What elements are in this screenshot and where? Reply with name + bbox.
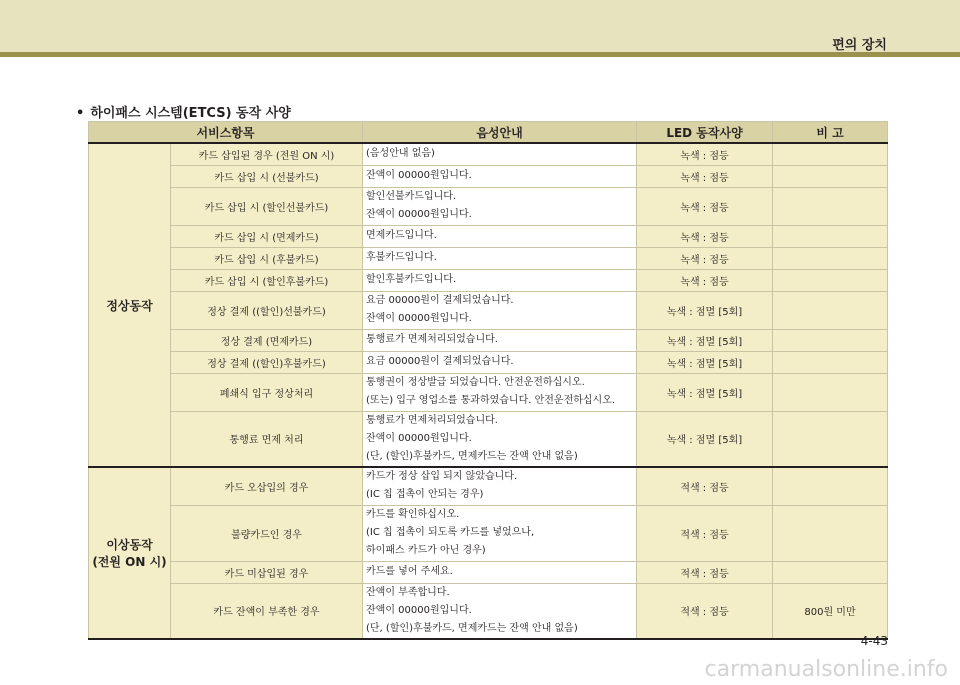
led-cell: 녹색 : 점멸 [5회] <box>637 411 773 467</box>
section-heading <box>76 102 291 121</box>
table-row <box>89 329 888 351</box>
table-row <box>89 291 888 329</box>
table-body <box>89 143 888 639</box>
led-cell: 녹색 : 점등 <box>637 143 773 165</box>
col-header-service: 서비스항목 <box>89 122 363 144</box>
voice-line: 요금 00000원이 결제되었습니다. <box>366 295 514 306</box>
voice-cell <box>363 247 637 269</box>
remark-cell <box>773 351 888 373</box>
table-header-row <box>89 122 888 144</box>
voice-line: 카드를 넣어 주세요. <box>366 566 453 577</box>
voice-cell <box>363 225 637 247</box>
condition-cell: 카드 삽입된 경우 (전원 ON 시) <box>171 143 363 165</box>
led-cell: 녹색 : 점등 <box>637 225 773 247</box>
voice-cell <box>363 291 637 329</box>
voice-line: (단, (할인)후불카드, 면제카드는 잔액 안내 없음) <box>366 622 578 634</box>
table-row <box>89 225 888 247</box>
remark-cell <box>773 505 888 561</box>
category-line: (전원 ON 시) <box>92 555 167 569</box>
table-row <box>89 561 888 583</box>
table-row <box>89 467 888 505</box>
voice-cell <box>363 411 637 467</box>
page-number: 4-43 <box>860 634 888 648</box>
voice-line: (IC 칩 접촉이 안되는 경우) <box>366 489 484 501</box>
condition-cell: 카드 오삽입의 경우 <box>171 467 363 505</box>
led-cell: 녹색 : 점멸 [5회] <box>637 291 773 329</box>
led-cell: 녹색 : 점등 <box>637 247 773 269</box>
condition-cell: 정상 결제 ((할인)선불카드) <box>171 291 363 329</box>
condition-cell: 카드 삽입 시 (할인선불카드) <box>171 187 363 225</box>
led-cell: 녹색 : 점멸 [5회] <box>637 351 773 373</box>
col-header-voice: 음성안내 <box>363 122 637 144</box>
voice-line: 카드가 정상 삽입 되지 않았습니다. <box>366 471 518 483</box>
voice-line: 면제카드입니다. <box>366 230 437 241</box>
remark-cell <box>773 561 888 583</box>
voice-line: 할인후불카드입니다. <box>366 274 457 285</box>
voice-cell <box>363 187 637 225</box>
voice-cell <box>363 505 637 561</box>
condition-cell: 불량카드인 경우 <box>171 505 363 561</box>
table-row <box>89 411 888 467</box>
table-row <box>89 187 888 225</box>
remark-cell <box>773 411 888 467</box>
voice-cell <box>363 373 637 411</box>
category-line: 이상동작 <box>106 538 153 552</box>
table-row <box>89 583 888 639</box>
voice-cell <box>363 165 637 187</box>
voice-line: (또는) 입구 영업소를 통과하였습니다. 안전운전하십시오. <box>366 395 616 406</box>
table-row <box>89 269 888 291</box>
voice-cell <box>363 269 637 291</box>
remark-cell <box>773 143 888 165</box>
voice-cell <box>363 351 637 373</box>
header-stripe <box>0 52 960 57</box>
condition-cell: 카드 삽입 시 (선불카드) <box>171 165 363 187</box>
voice-line: 잔액이 00000원입니다. <box>366 209 472 220</box>
condition-cell: 카드 삽입 시 (후불카드) <box>171 247 363 269</box>
voice-line: 잔액이 00000원입니다. <box>366 170 472 181</box>
table-row <box>89 351 888 373</box>
condition-cell: 카드 삽입 시 (할인후불카드) <box>171 269 363 291</box>
table-row <box>89 143 888 165</box>
led-cell: 녹색 : 점등 <box>637 269 773 291</box>
led-cell: 적색 : 점등 <box>637 467 773 505</box>
voice-cell <box>363 143 637 165</box>
voice-cell <box>363 583 637 639</box>
led-cell: 녹색 : 점멸 [5회] <box>637 373 773 411</box>
led-cell: 녹색 : 점등 <box>637 187 773 225</box>
led-cell: 녹색 : 점등 <box>637 165 773 187</box>
voice-line: 통행료가 면제처리되었습니다. <box>366 414 498 426</box>
watermark: carmanualsonline.info <box>704 657 948 682</box>
condition-cell: 정상 결제 (면제카드) <box>171 329 363 351</box>
remark-cell <box>773 247 888 269</box>
chapter-title: 편의 장치 <box>832 38 887 53</box>
etcs-spec-table <box>88 121 888 640</box>
led-cell: 적색 : 점등 <box>637 561 773 583</box>
table-row <box>89 165 888 187</box>
remark-cell <box>773 467 888 505</box>
voice-line: 통행료가 면제처리되었습니다. <box>366 334 498 345</box>
remark-cell <box>773 187 888 225</box>
remark-cell <box>773 291 888 329</box>
remark-cell <box>773 269 888 291</box>
voice-line: 할인선불카드입니다. <box>366 191 457 202</box>
header-band <box>0 0 960 52</box>
voice-line: (IC 칩 접촉이 되도록 카드를 넣었으나, <box>366 527 535 538</box>
bullet: • <box>76 106 85 121</box>
led-cell: 적색 : 점등 <box>637 583 773 639</box>
remark-cell <box>773 329 888 351</box>
voice-line: (단, (할인)후불카드, 면제카드는 잔액 안내 없음) <box>366 450 578 462</box>
table-row <box>89 505 888 561</box>
voice-line: 통행권이 정상발급 되었습니다. 안전운전하십시오. <box>366 377 585 388</box>
voice-line: (음성안내 없음) <box>366 148 435 160</box>
remark-cell <box>773 373 888 411</box>
col-header-led: LED 동작사양 <box>637 122 773 144</box>
voice-line: 하이패스 카드가 아닌 경우) <box>366 545 486 556</box>
voice-line: 후불카드입니다. <box>366 252 437 263</box>
condition-cell: 통행료 면제 처리 <box>171 411 363 467</box>
table-row <box>89 247 888 269</box>
remark-cell: 800원 미만 <box>773 583 888 639</box>
voice-line: 잔액이 부족합니다. <box>366 586 450 598</box>
condition-cell: 카드 미삽입된 경우 <box>171 561 363 583</box>
voice-line: 잔액이 00000원입니다. <box>366 604 472 616</box>
category-cell <box>89 467 171 639</box>
voice-cell <box>363 561 637 583</box>
voice-cell <box>363 329 637 351</box>
voice-line: 카드를 확인하십시오. <box>366 509 460 520</box>
table-row <box>89 373 888 411</box>
condition-cell: 카드 잔액이 부족한 경우 <box>171 583 363 639</box>
led-cell: 적색 : 점등 <box>637 505 773 561</box>
remark-cell <box>773 225 888 247</box>
condition-cell: 폐쇄식 입구 정상처리 <box>171 373 363 411</box>
voice-cell <box>363 467 637 505</box>
voice-line: 요금 00000원이 결제되었습니다. <box>366 356 514 367</box>
led-cell: 녹색 : 점멸 [5회] <box>637 329 773 351</box>
condition-cell: 카드 삽입 시 (면제카드) <box>171 225 363 247</box>
voice-line: 잔액이 00000원입니다. <box>366 432 472 444</box>
section-title-text: 하이패스 시스템(ETCS) 동작 사양 <box>90 106 291 121</box>
col-header-remark: 비 고 <box>773 122 888 144</box>
category-cell: 정상동작 <box>89 143 171 467</box>
remark-cell <box>773 165 888 187</box>
voice-line: 잔액이 00000원입니다. <box>366 313 472 324</box>
condition-cell: 정상 결제 ((할인)후불카드) <box>171 351 363 373</box>
